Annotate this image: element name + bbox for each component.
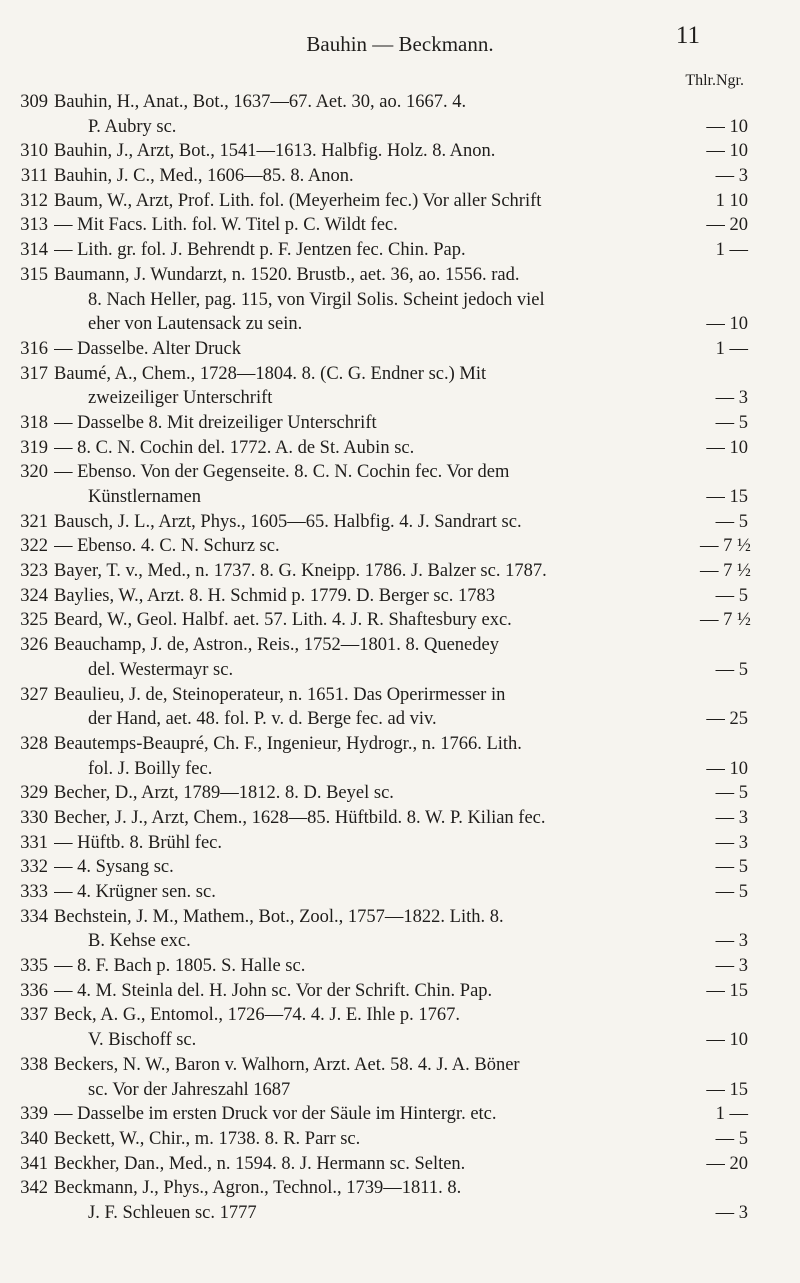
- entry-line: [0, 288, 800, 313]
- entry-text: Bechstein, J. M., Mathem., Bot., Zool., 1757—1822. Lith. 8.: [54, 906, 504, 927]
- entry-number: 339: [20, 1104, 48, 1125]
- entry-number: 315: [20, 264, 48, 285]
- catalogue-entry: [0, 979, 800, 1004]
- entry-line: [0, 90, 800, 115]
- entry-line: [0, 411, 800, 436]
- entry-text: Beauchamp, J. de, Astron., Reis., 1752—1801. 8. Quenedey: [54, 635, 499, 656]
- entry-line: [0, 781, 800, 806]
- entry-number: 336: [20, 980, 48, 1001]
- catalogue-entry: [0, 584, 800, 609]
- entry-price: — 15: [706, 980, 748, 1001]
- entry-line: [0, 979, 800, 1004]
- entry-price: 1 —: [715, 1104, 748, 1125]
- catalogue-entry: [0, 954, 800, 979]
- entry-number: 311: [20, 166, 48, 187]
- entry-number: 320: [20, 462, 48, 483]
- entry-price: — 3: [715, 956, 748, 977]
- entry-line: [0, 386, 800, 411]
- entry-line: [0, 139, 800, 164]
- entry-number: 332: [20, 857, 48, 878]
- entry-price: — 10: [706, 437, 748, 458]
- entry-text: — Lith. gr. fol. J. Behrendt p. F. Jentzen fec. Chin. Pap.: [54, 240, 466, 261]
- entry-number: 341: [20, 1153, 48, 1174]
- entry-number: 334: [20, 906, 48, 927]
- entry-line: [0, 362, 800, 387]
- entry-line: [0, 1127, 800, 1152]
- entry-text: Becher, J. J., Arzt, Chem., 1628—85. Hüftbild. 8. W. P. Kilian fec.: [54, 807, 546, 828]
- entry-text: J. F. Schleuen sc. 1777: [88, 1202, 257, 1223]
- page-header: [0, 22, 800, 62]
- entry-number: 310: [20, 141, 48, 162]
- entry-text: Beckmann, J., Phys., Agron., Technol., 1739—1811. 8.: [54, 1178, 462, 1199]
- catalogue-entry: [0, 1152, 800, 1177]
- entry-line: [0, 485, 800, 510]
- page-number: 11: [675, 22, 700, 49]
- entry-text: — 4. Sysang sc.: [54, 857, 174, 878]
- catalogue-entry: [0, 683, 800, 732]
- entry-text: Baumann, J. Wundarzt, n. 1520. Brustb., aet. 36, ao. 1556. rad.: [54, 264, 520, 285]
- catalogue-entry: [0, 1102, 800, 1127]
- entry-price: — 7 ½: [700, 561, 751, 582]
- entry-text: — Dasselbe im ersten Druck vor der Säule im Hintergr. etc.: [54, 1104, 497, 1125]
- entry-number: 327: [20, 684, 48, 705]
- entry-price: — 5: [715, 857, 748, 878]
- entry-text: P. Aubry sc.: [88, 116, 177, 137]
- entry-text: 8. Nach Heller, pag. 115, von Virgil Solis. Scheint jedoch viel: [88, 289, 545, 310]
- entry-number: 338: [20, 1054, 48, 1075]
- entry-text: der Hand, aet. 48. fol. P. v. d. Berge fec. ad viv.: [88, 709, 437, 730]
- entry-line: [0, 559, 800, 584]
- entry-number: 326: [20, 635, 48, 656]
- entry-line: [0, 1003, 800, 1028]
- entry-line: [0, 608, 800, 633]
- entry-text: Beckher, Dan., Med., n. 1594. 8. J. Hermann sc. Selten.: [54, 1153, 466, 1174]
- entry-text: — Hüftb. 8. Brühl fec.: [54, 832, 223, 853]
- entry-number: 335: [20, 956, 48, 977]
- entry-text: fol. J. Boilly fec.: [88, 758, 213, 779]
- entry-number: 333: [20, 882, 48, 902]
- catalogue-entry: [0, 238, 800, 263]
- entry-number: 313: [20, 215, 48, 236]
- catalogue-entry: [0, 263, 800, 337]
- catalogue-entry: [0, 337, 800, 362]
- entry-text: Beckers, N. W., Baron v. Walhorn, Arzt. Aet. 58. 4. J. A. Böner: [54, 1054, 520, 1075]
- entry-line: [0, 633, 800, 658]
- entry-text: Beautemps-Beaupré, Ch. F., Ingenieur, Hydrogr., n. 1766. Lith.: [54, 733, 522, 754]
- catalogue-entry: [0, 534, 800, 559]
- entry-line: [0, 806, 800, 831]
- entry-line: [0, 905, 800, 930]
- entry-price: — 15: [706, 1079, 748, 1100]
- entry-text: — 8. F. Bach p. 1805. S. Halle sc.: [54, 956, 306, 977]
- entry-price: — 7 ½: [700, 610, 751, 631]
- entry-price: — 10: [706, 116, 748, 137]
- entry-price: — 5: [715, 585, 748, 606]
- entry-number: 309: [20, 92, 48, 112]
- entry-line: [0, 584, 800, 609]
- entry-price: 1 —: [715, 338, 748, 359]
- entry-line: [0, 732, 800, 757]
- entry-price: — 10: [706, 758, 748, 779]
- catalogue-entry: [0, 633, 800, 682]
- entry-text: Bauhin, J. C., Med., 1606—85. 8. Anon.: [54, 166, 354, 187]
- catalogue-entry: [0, 831, 800, 856]
- entry-number: 337: [20, 1005, 48, 1026]
- entry-text: Bausch, J. L., Arzt, Phys., 1605—65. Halbfig. 4. J. Sandrart sc.: [54, 511, 522, 532]
- entry-text: — Ebenso. Von der Gegenseite. 8. C. N. Cochin fec. Vor dem: [54, 462, 510, 483]
- entry-line: [0, 855, 800, 880]
- entry-text: — 4. M. Steinla del. H. John sc. Vor der Schrift. Chin. Pap.: [54, 980, 493, 1001]
- entry-number: 318: [20, 412, 48, 433]
- entry-number: 324: [20, 585, 48, 606]
- entry-line: [0, 929, 800, 954]
- entry-price: 1 —: [715, 240, 748, 261]
- entry-text: Becher, D., Arzt, 1789—1812. 8. D. Beyel sc.: [54, 783, 394, 804]
- entry-number: 329: [20, 783, 48, 804]
- catalogue-entry: [0, 362, 800, 411]
- entry-price: — 5: [715, 511, 748, 532]
- entry-line: [0, 1102, 800, 1127]
- entry-line: [0, 337, 800, 362]
- entry-text: Beckett, W., Chir., m. 1738. 8. R. Parr sc.: [54, 1128, 361, 1149]
- entry-number: 312: [20, 190, 48, 211]
- entry-line: [0, 510, 800, 535]
- catalogue-entry: [0, 164, 800, 189]
- entry-price: — 3: [715, 388, 748, 409]
- entry-number: 342: [20, 1178, 48, 1199]
- entry-text: sc. Vor der Jahreszahl 1687: [88, 1079, 291, 1100]
- entry-number: 330: [20, 807, 48, 828]
- entry-price: — 10: [706, 314, 748, 335]
- running-title: Bauhin — Beckmann.: [306, 32, 494, 56]
- entry-price: — 20: [706, 215, 748, 236]
- entry-text: V. Bischoff sc.: [88, 1030, 197, 1051]
- catalogue-entry: [0, 139, 800, 164]
- entry-line: [0, 954, 800, 979]
- entry-line: [0, 683, 800, 708]
- entry-line: [0, 1152, 800, 1177]
- entry-line: [0, 1028, 800, 1053]
- catalogue-entry: [0, 905, 800, 954]
- entry-text: B. Kehse exc.: [88, 931, 191, 952]
- entry-number: 319: [20, 437, 48, 458]
- catalogue-entry: [0, 460, 800, 509]
- catalogue-entry: [0, 855, 800, 880]
- entry-line: [0, 1078, 800, 1103]
- entry-number: 328: [20, 733, 48, 754]
- entry-text: Baum, W., Arzt, Prof. Lith. fol. (Meyerheim fec.) Vor aller Schrift: [54, 190, 542, 211]
- entry-price: — 5: [715, 412, 748, 433]
- catalogue-entry: [0, 880, 800, 905]
- entry-number: 340: [20, 1128, 48, 1149]
- catalogue-entry: [0, 510, 800, 535]
- entry-price: — 7 ½: [700, 536, 751, 557]
- entry-price: — 5: [715, 783, 748, 804]
- catalogue-entry: [0, 213, 800, 238]
- entry-line: [0, 189, 800, 214]
- entry-price: — 3: [715, 931, 748, 952]
- entry-price: — 5: [715, 882, 748, 902]
- entry-text: — Ebenso. 4. C. N. Schurz sc.: [54, 536, 280, 557]
- entry-line: [0, 707, 800, 732]
- entry-price: — 10: [706, 141, 748, 162]
- entry-text: Beck, A. G., Entomol., 1726—74. 4. J. E. Ihle p. 1767.: [54, 1005, 460, 1026]
- entry-line: [0, 1053, 800, 1078]
- entry-text: Baumé, A., Chem., 1728—1804. 8. (C. G. Endner sc.) Mit: [54, 363, 487, 384]
- entry-price: — 5: [715, 1128, 748, 1149]
- catalogue-entry: [0, 411, 800, 436]
- entry-text: zweizeiliger Unterschrift: [88, 388, 273, 409]
- catalogue-entry: [0, 1053, 800, 1102]
- entry-text: Künstlernamen: [88, 487, 202, 507]
- entry-line: [0, 164, 800, 189]
- entry-text: — 4. Krügner sen. sc.: [54, 882, 216, 902]
- entry-number: 323: [20, 561, 48, 582]
- entry-line: [0, 238, 800, 263]
- entry-text: — Dasselbe 8. Mit dreizeiliger Unterschrift: [54, 412, 377, 433]
- entry-line: [0, 263, 800, 288]
- entry-number: 331: [20, 832, 48, 853]
- entry-price: — 10: [706, 1030, 748, 1051]
- entry-text: Beaulieu, J. de, Steinoperateur, n. 1651. Das Operirmesser in: [54, 684, 506, 705]
- entry-price: — 3: [715, 807, 748, 828]
- currency-header: Thlr.Ngr.: [685, 72, 744, 89]
- entry-text: Beard, W., Geol. Halbf. aet. 57. Lith. 4. J. R. Shaftesbury exc.: [54, 610, 512, 631]
- entry-line: [0, 436, 800, 461]
- catalogue-entry: [0, 1127, 800, 1152]
- catalogue-entry: [0, 189, 800, 214]
- catalogue-entry: [0, 781, 800, 806]
- entry-line: [0, 880, 800, 905]
- catalogue-entry: [0, 608, 800, 633]
- entry-price: — 25: [706, 709, 748, 730]
- entry-line: [0, 658, 800, 683]
- entry-number: 325: [20, 610, 48, 631]
- entry-line: [0, 1201, 800, 1226]
- entry-line: [0, 115, 800, 140]
- entry-price: 1 10: [715, 190, 748, 211]
- catalogue-entry: [0, 90, 800, 139]
- catalogue-entry: [0, 559, 800, 584]
- entry-line: [0, 534, 800, 559]
- entry-text: Baylies, W., Arzt. 8. H. Schmid p. 1779. D. Berger sc. 1783: [54, 585, 496, 606]
- entry-text: Bayer, T. v., Med., n. 1737. 8. G. Kneipp. 1786. J. Balzer sc. 1787.: [54, 561, 547, 582]
- entry-text: — 8. C. N. Cochin del. 1772. A. de St. Aubin sc.: [54, 437, 415, 458]
- entry-number: 322: [20, 536, 48, 557]
- entry-line: [0, 1176, 800, 1201]
- entry-line: [0, 831, 800, 856]
- entry-text: — Mit Facs. Lith. fol. W. Titel p. C. Wildt fec.: [54, 215, 398, 236]
- catalogue-entry: [0, 732, 800, 781]
- entry-price: — 3: [715, 832, 748, 853]
- entry-price: — 3: [715, 166, 748, 187]
- catalogue-entry-list: [0, 90, 800, 1226]
- entry-number: 314: [20, 240, 48, 261]
- entry-number: 316: [20, 338, 48, 359]
- entry-text: del. Westermayr sc.: [88, 659, 234, 680]
- entry-price: — 3: [715, 1202, 748, 1223]
- entry-price: — 20: [706, 1153, 748, 1174]
- entry-text: — Dasselbe. Alter Druck: [54, 338, 242, 359]
- catalogue-entry: [0, 1003, 800, 1052]
- entry-line: [0, 460, 800, 485]
- entry-line: [0, 757, 800, 782]
- catalogue-entry: [0, 806, 800, 831]
- entry-price: — 15: [706, 487, 748, 507]
- entry-line: [0, 213, 800, 238]
- catalogue-entry: [0, 436, 800, 461]
- entry-text: Bauhin, J., Arzt, Bot., 1541—1613. Halbfig. Holz. 8. Anon.: [54, 141, 496, 162]
- entry-text: eher von Lautensack zu sein.: [88, 314, 303, 335]
- entry-number: 317: [20, 363, 48, 384]
- entry-price: — 5: [715, 659, 748, 680]
- entry-text: Bauhin, H., Anat., Bot., 1637—67. Aet. 30, ao. 1667. 4.: [54, 92, 467, 112]
- entry-number: 321: [20, 511, 48, 532]
- catalogue-entry: [0, 1176, 800, 1225]
- entry-line: [0, 312, 800, 337]
